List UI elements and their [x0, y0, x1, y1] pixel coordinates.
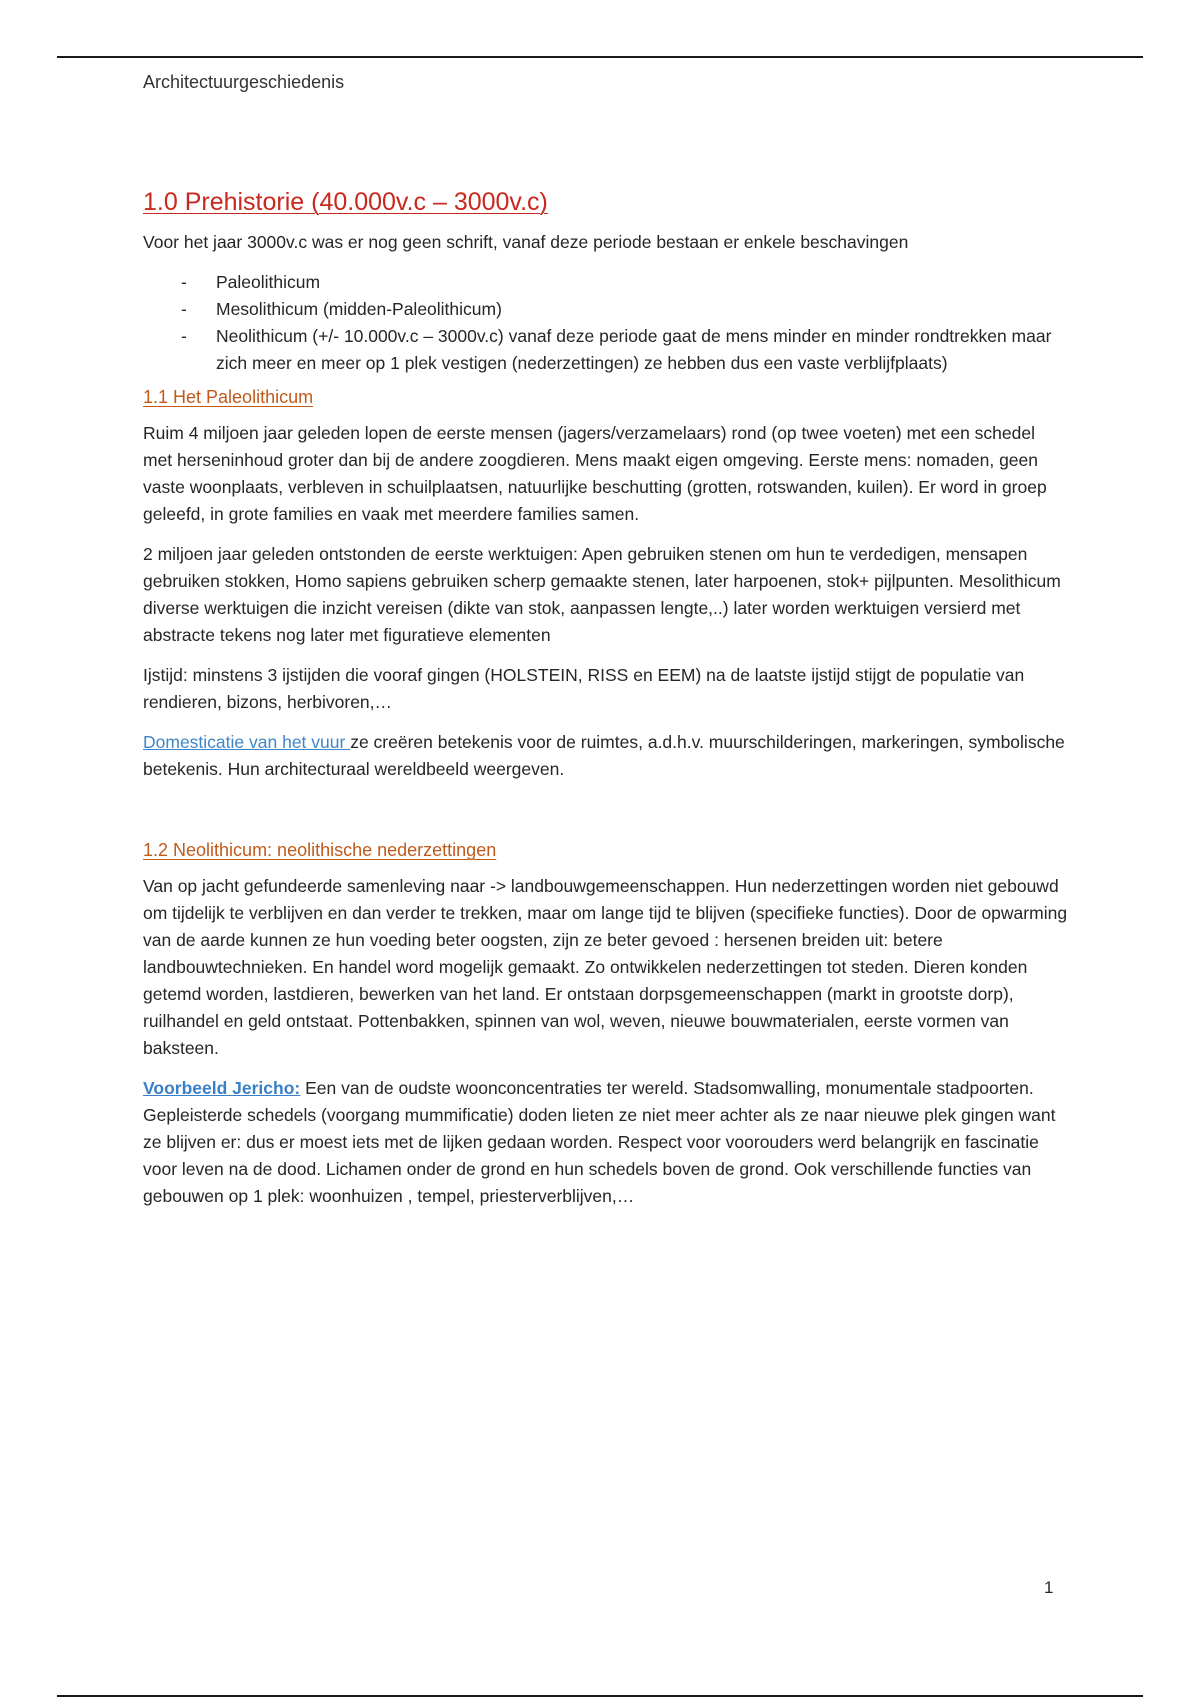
spacer — [143, 796, 1068, 840]
header-rule — [57, 56, 1143, 58]
page-number: 1 — [1044, 1578, 1054, 1597]
section-heading-neolithicum: 1.2 Neolithicum: neolithische nederzettingen — [143, 840, 497, 860]
paragraph: 2 miljoen jaar geleden ontstonden de eerste werktuigen: Apen gebruiken stenen om hun te verdedigen, mensapen gebruiken stokken, Homo sapiens gebruiken scherp gemaakte stenen, later harpoenen, stok+ pijlpunten. Mesolithicum diverse werktuigen die inzicht vereisen (dikte van stok, aanpassen lengte,..) later worden werktuigen versierd met abstracte tekens nog later met figuratieve elementen — [143, 544, 1061, 645]
bullet-dash: - — [181, 272, 187, 292]
footer-rule — [57, 1695, 1143, 1697]
list-item: - Neolithicum (+/- 10.000v.c – 3000v.c) vanaf deze periode gaat de mens minder en minder rondtrekken maar zich meer en meer op 1 plek vestigen (nederzettingen) ze hebben dus een vaste verblijfplaats) — [143, 323, 1068, 377]
paragraph: Ruim 4 miljoen jaar geleden lopen de eerste mensen (jagers/verzamelaars) rond (op twee voeten) met een schedel met herseninhoud groter dan bij de andere zoogdieren. Mens maakt eigen omgeving. Eerste mens: nomaden, geen vaste woonplaats, verbleven in schuilplaatsen, natuurlijke beschutting (grotten, rotswanden, kuilen). Er word in groep geleefd, in grote families en vaak met meerdere families samen. — [143, 423, 1047, 524]
document-body — [143, 188, 1068, 1223]
bullet-dash: - — [181, 299, 187, 319]
paragraph: Ijstijd: minstens 3 ijstijden die vooraf gingen (HOLSTEIN, RISS en EEM) na de laatste ijstijd stijgt de populatie van rendieren, bizons, herbivoren,… — [143, 665, 1025, 712]
running-header: Architectuurgeschiedenis — [143, 72, 345, 92]
fire-link[interactable]: Domesticatie van het vuur — [143, 732, 351, 752]
period-list — [143, 269, 1068, 377]
bullet-dash: - — [181, 326, 187, 346]
intro-paragraph: Voor het jaar 3000v.c was er nog geen schrift, vanaf deze periode bestaan er enkele beschavingen — [143, 232, 909, 252]
list-item: - Paleolithicum — [143, 269, 1068, 296]
paragraph: Van op jacht gefundeerde samenleving naar -> landbouwgemeenschappen. Hun nederzettingen worden niet gebouwd om tijdelijk te verblijven en dan verder te trekken, maar om lange tijd te blijven (specifieke functies). Door de opwarming van de aarde kunnen ze hun voeding beter oogsten, zijn ze beter gevoed : hersenen breiden uit: betere landbouwtechnieken. En handel word mogelijk gemaakt. Zo ontwikkelen nederzettingen tot steden. Dieren konden getemd worden, lastdieren, bewerken van het land. Er ontstaan dorpsgemeenschappen (markt in grootste dorp), ruilhandel en geld ontstaat. Pottenbakken, spinnen van wol, weven, nieuwe bouwmaterialen, eerste vormen van baksteen. — [143, 876, 1068, 1058]
paragraph-jericho: Voorbeeld Jericho: Een van de oudste woonconcentraties ter wereld. Stadsomwalling, monumentale stadpoorten. Gepleisterde schedels (voorgang mummificatie) doden lieten ze niet meer achter als ze naar nieuwe plek gingen want ze blijven er: dus er moest iets met de lijken gedaan worden. Respect voor voorouders werd belangrijk en fascinatie voor leven na de dood. Lichamen onder de grond en hun schedels boven de grond. Ook verschillende functies van gebouwen op 1 plek: woonhuizen , tempel, priesterverblijven,… — [143, 1078, 1056, 1206]
list-item: - Mesolithicum (midden-Paleolithicum) — [143, 296, 1068, 323]
jericho-link[interactable]: Voorbeeld Jericho: — [143, 1078, 301, 1098]
section-heading-prehistorie: 1.0 Prehistorie (40.000v.c – 3000v.c) — [143, 188, 548, 216]
section-heading-paleolithicum: 1.1 Het Paleolithicum — [143, 387, 314, 407]
paragraph-fire: Domesticatie van het vuur ze creëren betekenis voor de ruimtes, a.d.h.v. muurschilderingen, markeringen, symbolische betekenis. Hun architecturaal wereldbeeld weergeven. — [143, 732, 1065, 779]
